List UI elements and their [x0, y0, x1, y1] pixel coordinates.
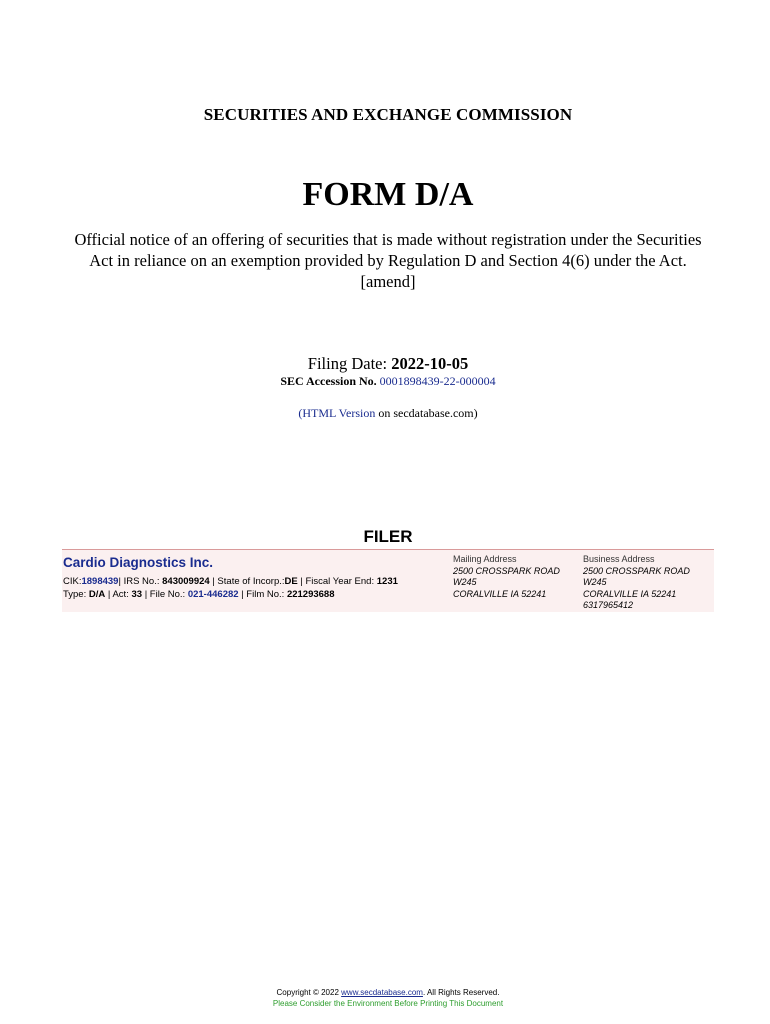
fye-label: | Fiscal Year End:: [297, 576, 377, 587]
filing-date-value: 2022-10-05: [391, 354, 469, 373]
mailing-address-line-1: 2500 CROSSPARK ROAD: [453, 565, 560, 576]
html-version-suffix: on secdatabase.com): [375, 406, 478, 420]
agency-title: SECURITIES AND EXCHANGE COMMISSION: [203, 105, 573, 124]
cik-label: CIK:: [63, 576, 82, 587]
file-no-label: | File No.:: [142, 589, 188, 600]
company-name-link[interactable]: Cardio Diagnostics Inc.: [63, 555, 214, 570]
copyright-suffix: . All Rights Reserved.: [422, 988, 500, 997]
mailing-address: [453, 554, 560, 600]
description-line-1: Official notice of an offering of securities that is made without registration under the Securities: [74, 230, 702, 249]
filing-date-label: Filing Date:: [307, 354, 388, 373]
mailing-address-line-3: CORALVILLE IA 52241: [453, 588, 547, 599]
form-description: [50, 229, 726, 292]
state-label: | State of Incorp.:: [209, 576, 285, 587]
type-label: Type:: [63, 589, 89, 600]
business-address-line-3: CORALVILLE IA 52241: [583, 588, 677, 599]
filer-panel: [62, 549, 714, 612]
filing-identifiers: [63, 589, 335, 600]
act-label: | Act:: [105, 589, 132, 600]
mailing-address-label: Mailing Address: [453, 554, 517, 564]
irs-label: | IRS No.:: [118, 576, 163, 587]
film-no-label: | Film No.:: [238, 589, 287, 600]
copyright-notice: [0, 987, 770, 998]
secdatabase-link[interactable]: www.secdatabase.com: [341, 988, 423, 997]
description-line-3: [amend]: [360, 272, 416, 291]
mailing-address-line-2: W245: [453, 577, 477, 587]
state-value: DE: [284, 576, 298, 587]
filing-date: [0, 354, 770, 374]
html-version-link[interactable]: HTML Version: [302, 406, 376, 420]
business-address-label: Business Address: [583, 554, 655, 564]
description-line-2: Act in reliance on an exemption provided by Regulation D and Section 4(6) under the Act.: [89, 251, 687, 270]
footer: [0, 987, 770, 1009]
company-identifiers: [63, 576, 398, 587]
business-phone: 6317965412: [583, 600, 634, 610]
type-value: D/A: [88, 589, 106, 600]
accession-label: SEC Accession No.: [280, 374, 377, 388]
file-no-link[interactable]: 021-446282: [187, 589, 239, 600]
fye-value: 1231: [376, 576, 398, 587]
copyright-prefix: Copyright © 2022: [276, 988, 342, 997]
environment-note: Please Consider the Environment Before Printing This Document: [272, 999, 504, 1008]
act-value: 33: [131, 589, 143, 600]
irs-value: 843009924: [162, 576, 210, 587]
film-no-value: 221293688: [286, 589, 335, 600]
accession-number: [0, 374, 770, 389]
form-title: FORM D/A: [302, 176, 474, 213]
html-version-paren: (: [298, 406, 303, 420]
business-address-line-2: W245: [583, 577, 607, 587]
business-address-line-1: 2500 CROSSPARK ROAD: [583, 565, 690, 576]
cik-link[interactable]: 1898439: [81, 576, 119, 587]
business-address: [583, 554, 690, 612]
filer-heading: FILER: [363, 527, 413, 546]
accession-link[interactable]: 0001898439-22-000004: [379, 374, 496, 388]
html-version-note: [0, 406, 770, 421]
